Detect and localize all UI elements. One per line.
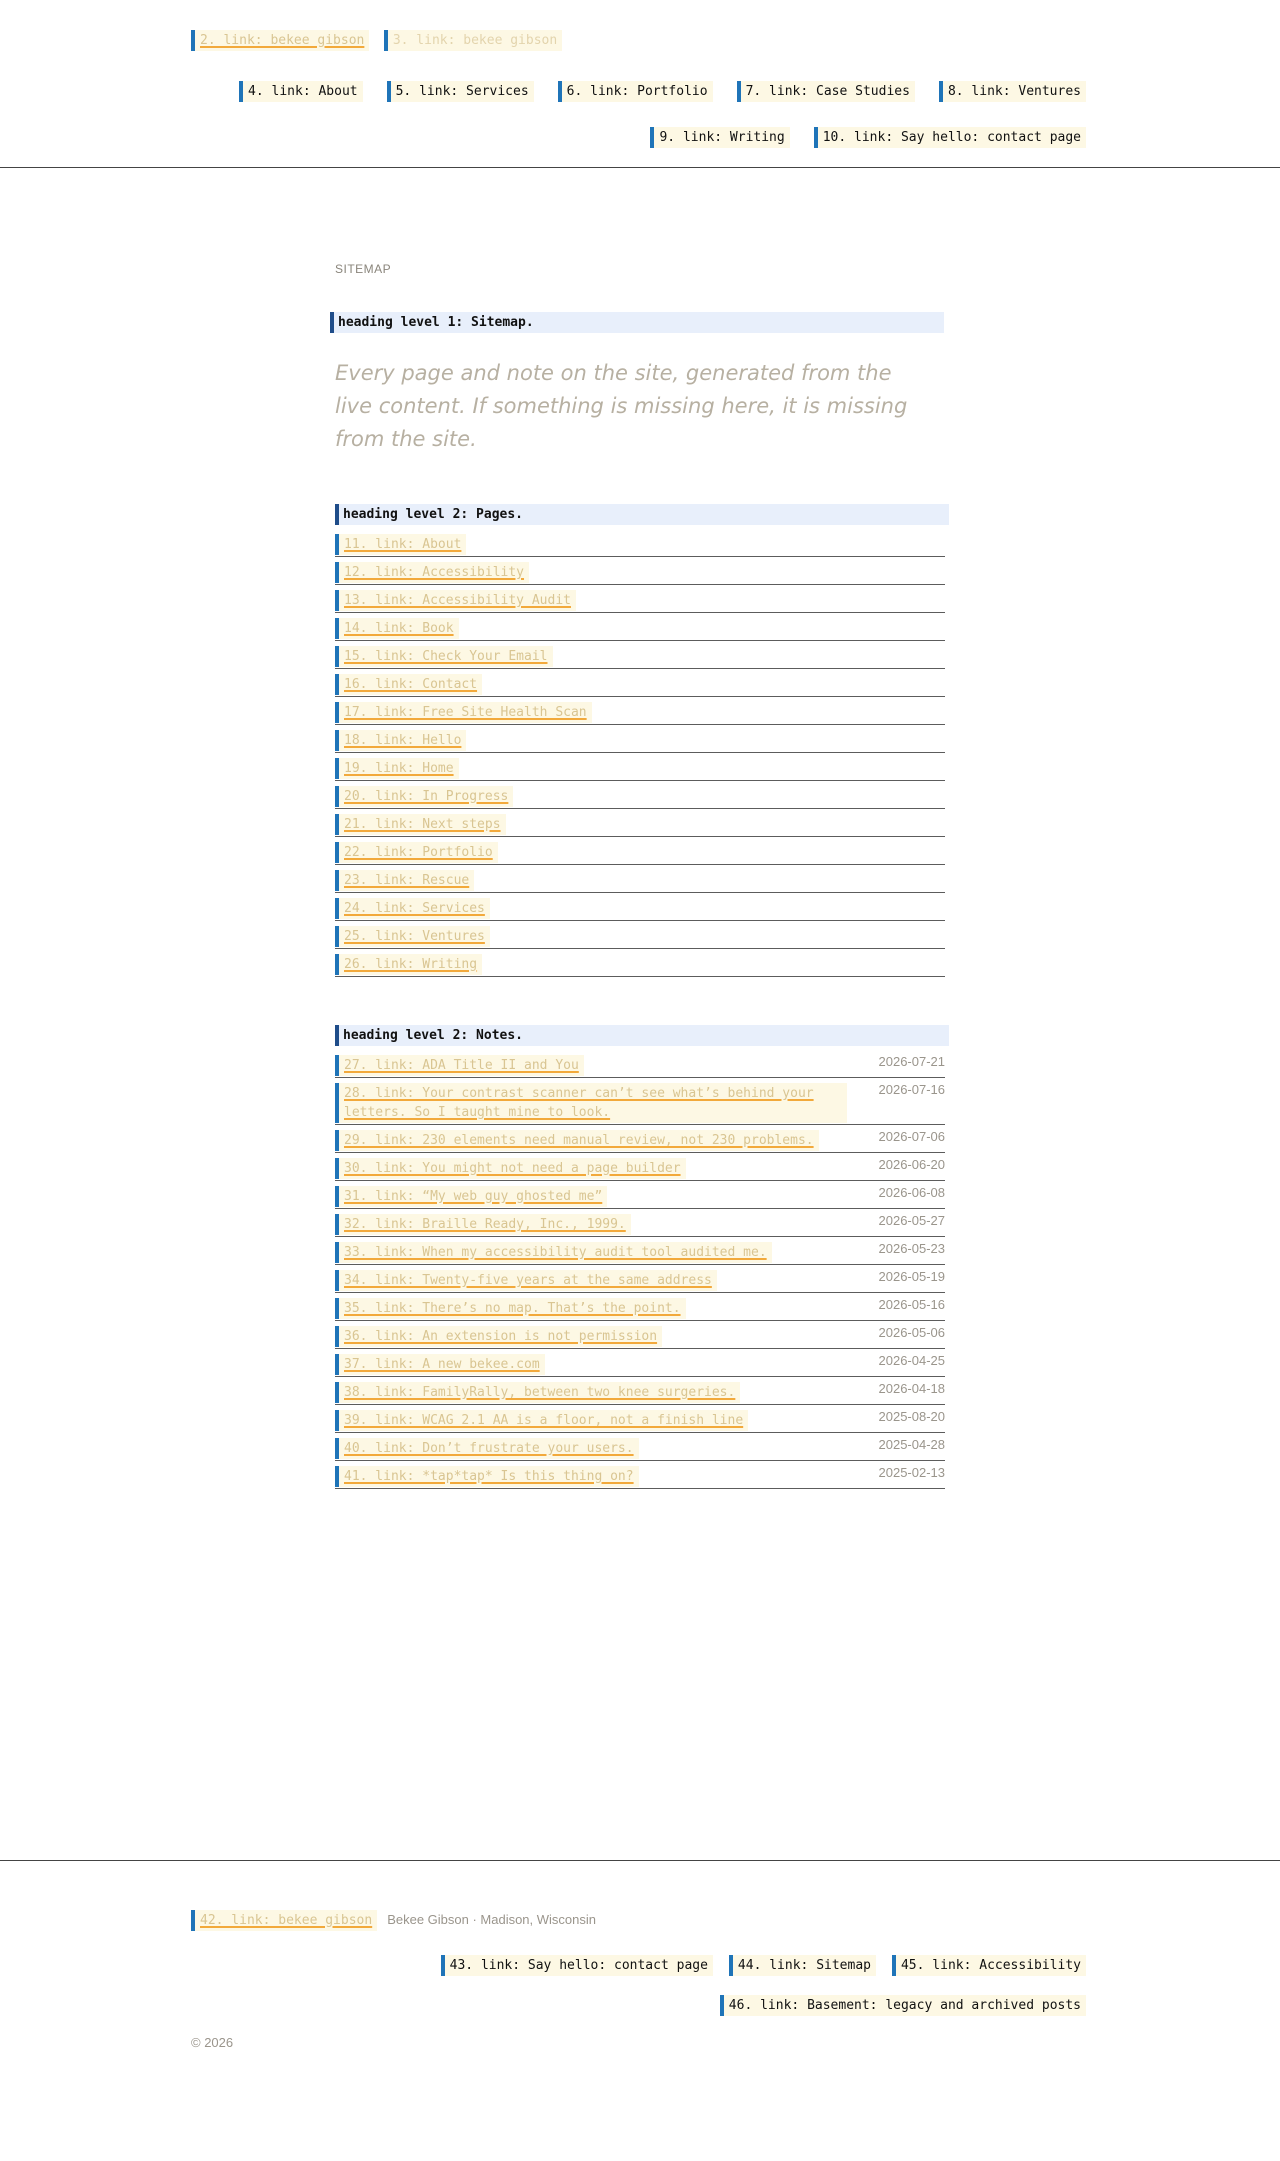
note-link[interactable]: 34. link: Twenty-five years at the same address [335, 1270, 717, 1291]
note-date: 2026-05-16 [878, 1297, 945, 1312]
notes-heading: heading level 2: Notes. [335, 1025, 949, 1046]
list-item [335, 1181, 945, 1209]
note-link[interactable]: 39. link: WCAG 2.1 AA is a floor, not a finish line [335, 1410, 748, 1431]
section-spacer [335, 977, 945, 1025]
brand-home-link[interactable]: 2. link: bekee gibson [191, 30, 369, 51]
list-item [335, 1078, 945, 1125]
main-content [335, 262, 945, 1489]
list-item [335, 613, 945, 641]
nav-link-portfolio[interactable]: 6. link: Portfolio [558, 81, 713, 102]
list-item [335, 529, 945, 557]
list-item [335, 1237, 945, 1265]
page-link[interactable]: 14. link: Book [335, 618, 459, 639]
list-item [335, 1461, 945, 1489]
note-link[interactable]: 36. link: An extension is not permission [335, 1326, 662, 1347]
page-link[interactable]: 20. link: In Progress [335, 786, 513, 807]
page-link[interactable]: 18. link: Hello [335, 730, 466, 751]
list-item [335, 1349, 945, 1377]
footer-link-contact[interactable]: 43. link: Say hello: contact page [441, 1955, 713, 1976]
notes-list [335, 1050, 945, 1489]
note-link[interactable]: 40. link: Don’t frustrate your users. [335, 1438, 639, 1459]
list-item [335, 1209, 945, 1237]
footer-link-basement[interactable]: 46. link: Basement: legacy and archived posts [720, 1995, 1086, 2016]
list-item [335, 1050, 945, 1078]
list-item [335, 1377, 945, 1405]
copyright: © 2026 [191, 2035, 234, 2050]
note-date: 2025-02-13 [878, 1465, 945, 1480]
list-item [335, 921, 945, 949]
footer-nav [425, 1955, 1086, 1976]
note-date: 2026-04-18 [878, 1381, 945, 1396]
note-link[interactable]: 30. link: You might not need a page builder [335, 1158, 686, 1179]
page-link[interactable]: 19. link: Home [335, 758, 459, 779]
primary-nav [215, 81, 1086, 102]
page-link[interactable]: 13. link: Accessibility Audit [335, 590, 576, 611]
nav-link-case-studies[interactable]: 7. link: Case Studies [737, 81, 915, 102]
list-item [335, 949, 945, 977]
list-item [335, 1265, 945, 1293]
list-item [335, 1321, 945, 1349]
footer-home-link[interactable]: 42. link: bekee gibson [191, 1910, 377, 1931]
primary-nav-secondary-row [626, 127, 1086, 148]
note-link[interactable]: 33. link: When my accessibility audit tool audited me. [335, 1242, 772, 1263]
footer-link-sitemap[interactable]: 44. link: Sitemap [729, 1955, 876, 1976]
footer-location: Bekee Gibson · Madison, Wisconsin [387, 1912, 596, 1927]
note-date: 2026-04-25 [878, 1353, 945, 1368]
page-link[interactable]: 11. link: About [335, 534, 466, 555]
brand-row [191, 30, 572, 51]
page-link[interactable]: 26. link: Writing [335, 954, 482, 975]
footer-nav-secondary [720, 1995, 1086, 2016]
page-link[interactable]: 24. link: Services [335, 898, 490, 919]
pages-list [335, 529, 945, 977]
list-item [335, 1125, 945, 1153]
note-link[interactable]: 29. link: 230 elements need manual review, not 230 problems. [335, 1130, 819, 1151]
nav-link-ventures[interactable]: 8. link: Ventures [939, 81, 1086, 102]
note-date: 2026-06-08 [878, 1185, 945, 1200]
brand-home-link-duplicate[interactable]: 3. link: bekee gibson [384, 30, 562, 51]
note-date: 2026-06-20 [878, 1157, 945, 1172]
footer-brand [191, 1910, 596, 1931]
list-item [335, 1405, 945, 1433]
note-link[interactable]: 32. link: Braille Ready, Inc., 1999. [335, 1214, 631, 1235]
note-link[interactable]: 41. link: *tap*tap* Is this thing on? [335, 1466, 639, 1487]
page-link[interactable]: 12. link: Accessibility [335, 562, 529, 583]
list-item [335, 697, 945, 725]
note-link[interactable]: 31. link: “My web guy ghosted me” [335, 1186, 607, 1207]
list-item [335, 1153, 945, 1181]
note-link[interactable]: 37. link: A new bekee.com [335, 1354, 545, 1375]
list-item [335, 725, 945, 753]
footer-link-accessibility[interactable]: 45. link: Accessibility [892, 1955, 1086, 1976]
note-date: 2025-04-28 [878, 1437, 945, 1452]
site-header [0, 0, 1280, 168]
list-item [335, 809, 945, 837]
site-footer [0, 1860, 1280, 2161]
pages-heading: heading level 2: Pages. [335, 504, 949, 525]
page-lede: Every page and note on the site, generated from the live content. If something is missing here, it is missing from the site. [335, 361, 908, 451]
list-item [335, 641, 945, 669]
list-item [335, 865, 945, 893]
note-date: 2025-08-20 [878, 1409, 945, 1424]
note-link[interactable]: 38. link: FamilyRally, between two knee surgeries. [335, 1382, 740, 1403]
note-date: 2026-07-21 [878, 1054, 945, 1069]
note-date: 2026-05-27 [878, 1213, 945, 1228]
list-item [335, 1433, 945, 1461]
list-item [335, 837, 945, 865]
note-date: 2026-05-19 [878, 1269, 945, 1284]
list-item [335, 1293, 945, 1321]
list-item [335, 669, 945, 697]
page-eyebrow: SITEMAP [335, 262, 392, 276]
page-link[interactable]: 21. link: Next steps [335, 814, 506, 835]
note-link[interactable]: 35. link: There’s no map. That’s the point. [335, 1298, 686, 1319]
nav-link-writing[interactable]: 9. link: Writing [650, 127, 789, 148]
note-date: 2026-05-06 [878, 1325, 945, 1340]
note-date: 2026-05-23 [878, 1241, 945, 1256]
page-title: heading level 1: Sitemap. [330, 312, 944, 333]
page-link[interactable]: 23. link: Rescue [335, 870, 474, 891]
nav-link-about[interactable]: 4. link: About [239, 81, 363, 102]
nav-link-contact[interactable]: 10. link: Say hello: contact page [814, 127, 1086, 148]
page-link[interactable]: 15. link: Check Your Email [335, 646, 553, 667]
page-link[interactable]: 25. link: Ventures [335, 926, 490, 947]
note-date: 2026-07-16 [878, 1082, 945, 1097]
note-date: 2026-07-06 [878, 1129, 945, 1144]
note-link[interactable]: 28. link: Your contrast scanner can’t see what’s behind your letters. So I taught mine to look. [335, 1083, 847, 1123]
page-link[interactable]: 22. link: Portfolio [335, 842, 498, 863]
page-link[interactable]: 16. link: Contact [335, 674, 482, 695]
note-link[interactable]: 27. link: ADA Title II and You [335, 1055, 584, 1076]
list-item [335, 781, 945, 809]
list-item [335, 893, 945, 921]
nav-link-services[interactable]: 5. link: Services [387, 81, 534, 102]
list-item [335, 753, 945, 781]
list-item [335, 557, 945, 585]
list-item [335, 585, 945, 613]
page-link[interactable]: 17. link: Free Site Health Scan [335, 702, 592, 723]
